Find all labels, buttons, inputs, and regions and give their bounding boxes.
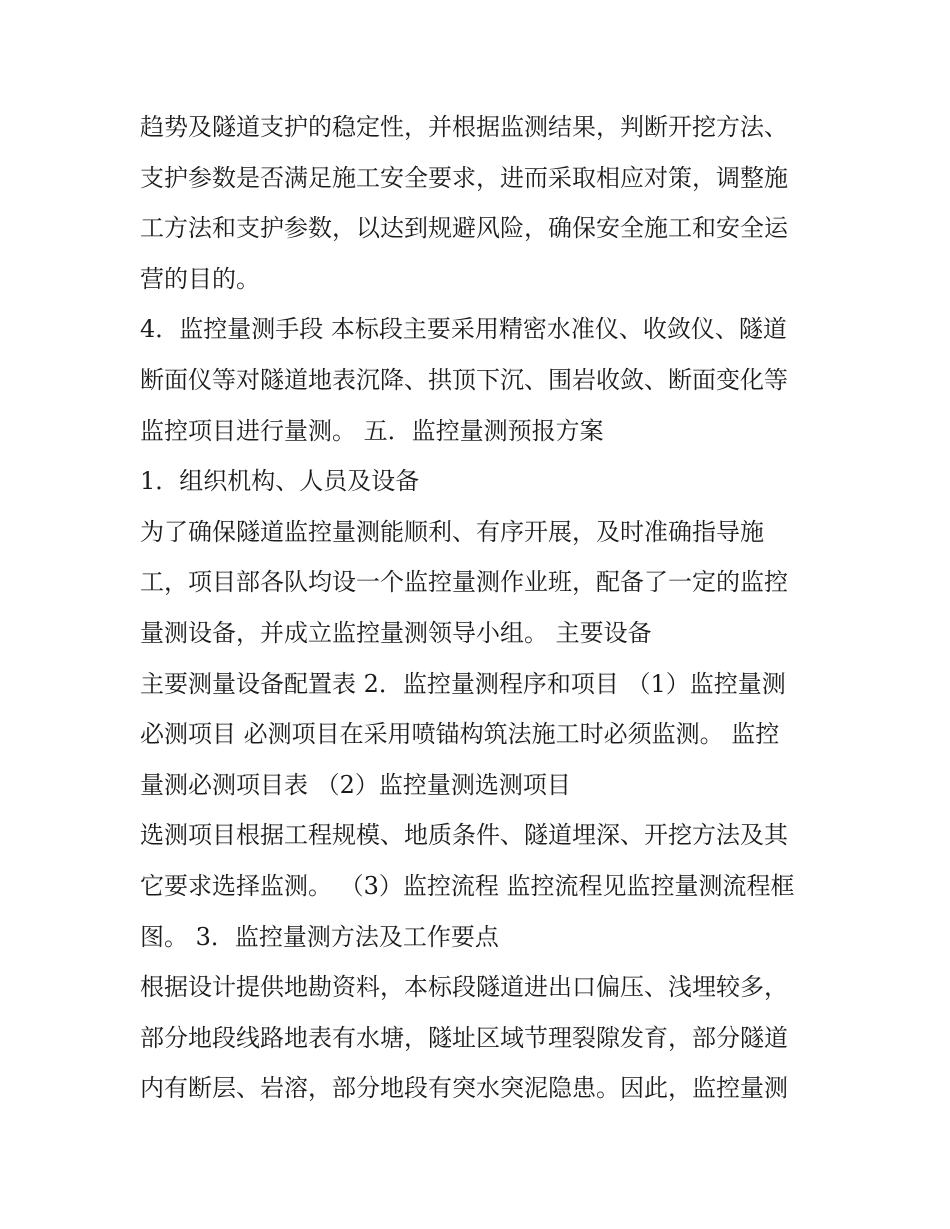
text-line: 为了确保隧道监控量测能顺利、有序开展，及时准确指导施 — [140, 517, 764, 546]
text-line: 4．监控量测手段 本标段主要采用精密水准仪、收敛仪、隧道 — [140, 315, 787, 344]
text-line: 它要求选择监测。 （3）监控流程 监控流程见监控量测流程框 — [140, 871, 795, 900]
text-line: 选测项目根据工程规模、地质条件、隧道埋深、开挖方法及其 — [140, 821, 788, 850]
text-line: 量测设备，并成立监控量测领导小组。 主要设备 — [140, 618, 652, 647]
text-line: 断面仪等对隧道地表沉降、拱顶下沉、围岩收敛、断面变化等 — [140, 365, 788, 394]
text-line: 工方法和支护参数，以达到规避风险，确保安全施工和安全运 — [140, 214, 788, 243]
text-line: 工，项目部各队均设一个监控量测作业班，配备了一定的监控 — [140, 568, 788, 597]
text-line: 营的目的。 — [140, 264, 260, 293]
text-line: 支护参数是否满足施工安全要求，进而采取相应对策，调整施 — [140, 163, 788, 192]
text-line: 量测必测项目表 （2）监控量测选测项目 — [140, 770, 571, 799]
text-line: 主要测量设备配置表 2．监控量测程序和项目 （1）监控量测 — [140, 669, 786, 698]
text-line: 1．组织机构、人员及设备 — [140, 467, 420, 496]
text-line: 图。 3．监控量测方法及工作要点 — [140, 922, 499, 951]
text-line: 部分地段线路地表有水塘，隧址区域节理裂隙发育，部分隧道 — [140, 1023, 788, 1052]
text-line: 根据设计提供地勘资料，本标段隧道进出口偏压、浅埋较多， — [140, 973, 788, 1002]
text-line: 必测项目 必测项目在采用喷锚构筑法施工时必须监测。 监控 — [140, 720, 780, 749]
text-line: 监控项目进行量测。 五．监控量测预报方案 — [140, 416, 604, 445]
text-line: 趋势及隧道支护的稳定性，并根据监测结果，判断开挖方法、 — [140, 113, 788, 141]
text-line: 内有断层、岩溶，部分地段有突水突泥隐患。因此，监控量测 — [140, 1074, 788, 1103]
body-text — [140, 102, 830, 1114]
